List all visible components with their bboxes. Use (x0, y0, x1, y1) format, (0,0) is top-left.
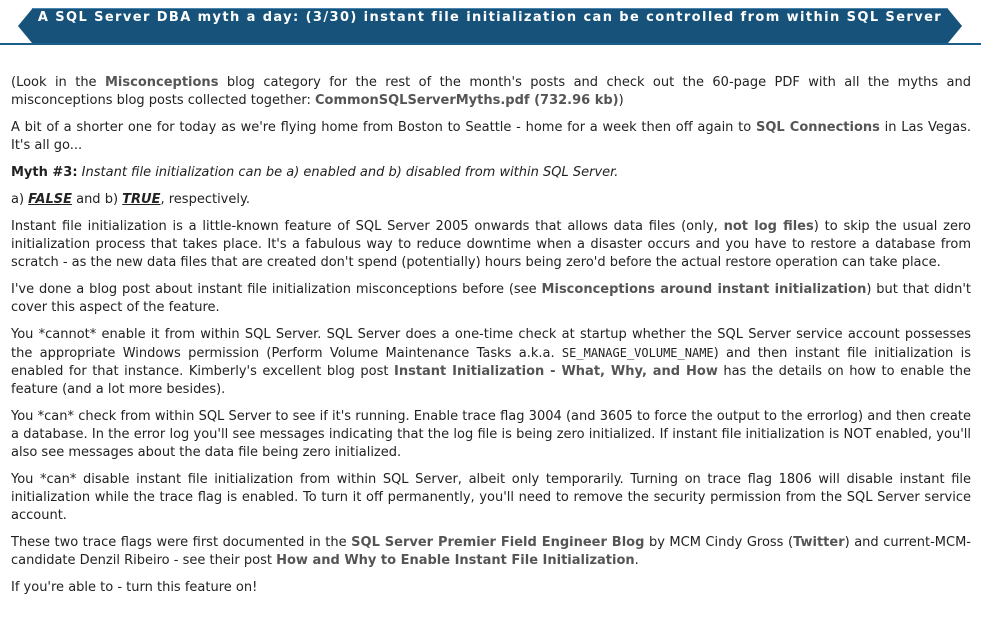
post-body (11, 74, 971, 606)
paragraph-travel (11, 119, 971, 155)
text: a) (11, 192, 29, 207)
paragraph-can-check: You *can* check from within SQL Server to see if it's running. Enable trace flag 3004 (and 3605 to force the output to the errorlog) and then create a database. In the error log you'll see messages indicating that the log file is being zero initialized. If instant file initialization is NOT enabled, you'll also see messages about the data file being zero initialized. (11, 409, 971, 460)
text: ) to skip the usual zero initialization process that takes place. It's a fabulous way to reduce downtime when a disaster occurs and you have to restore a database from scratch - as the new data files that are created don't spend (potentially) hours being zero'd before the actual restore operation can take place. (11, 219, 971, 270)
text: ) and current-MCM-candidate Denzil Ribeiro - see their post (11, 535, 971, 568)
text: has the details on how to enable the feature (and a lot more besides). (11, 364, 971, 397)
text: by MCM Cindy Gross ( (644, 535, 794, 550)
misconceptions-category-link[interactable]: Misconceptions (104, 75, 219, 90)
text: blog category for the rest of the month's posts and check out the 60-page PDF with all the myths and misconceptions blog posts collected together: (11, 75, 971, 108)
misconceptions-instant-init-link[interactable]: Misconceptions around instant initialization (541, 282, 867, 297)
how-and-why-link[interactable]: How and Why to Enable Instant File Initialization (276, 553, 635, 568)
paragraph-cannot-enable (11, 326, 971, 399)
text: These two trace flags were first documented in the (11, 535, 352, 550)
text: ) (618, 93, 624, 108)
verdict-false: FALSE (28, 192, 72, 207)
myths-pdf-link[interactable]: CommonSQLServerMyths.pdf (732.96 kb) (315, 93, 619, 108)
text: in Las Vegas. It's all go... (11, 120, 971, 153)
paragraph-closing: If you're able to - turn this feature on! (11, 580, 258, 595)
paragraph-can-disable: You *can* disable instant file initialization from within SQL Server, albeit only temporarily. Turning on trace flag 1806 will disable instant file initialization while the trace flag is enabled. To turn it off permanently, you'll need to remove the security permission from the SQL Server service account. (11, 472, 971, 523)
paragraph-trace-flags (11, 534, 971, 570)
verdict-true: TRUE (122, 192, 161, 207)
sql-connections-link[interactable]: SQL Connections (755, 120, 880, 135)
paragraph-intro (11, 74, 971, 110)
text: , respectively. (160, 192, 250, 207)
post-header (0, 0, 981, 44)
paragraph-myth (11, 164, 971, 182)
myth-statement: Instant file initialization can be a) enabled and b) disabled from within SQL Server. (77, 165, 619, 180)
pfe-blog-link[interactable]: SQL Server Premier Field Engineer Blog (351, 535, 645, 550)
text: and b) (71, 192, 123, 207)
text: You *cannot* enable it from within SQL Server. SQL Server does a one-time check at startup whether the SQL Server service account possesses the appropriate Windows permission (Perform Volume Maintenance Tasks a.k.a. (11, 327, 971, 361)
kimberly-blog-link[interactable]: Instant Initialization - What, Why, and How (393, 364, 718, 379)
post-title-bar (32, 8, 948, 44)
text: ) but that didn't cover this aspect of the feature. (11, 282, 972, 315)
text: I've done a blog post about instant file initialization misconceptions before (see (11, 282, 542, 297)
text: (Look in the (11, 75, 105, 90)
post-title: A SQL Server DBA myth a day: (3/30) instant file initialization can be controlled from within SQL Server (37, 10, 943, 25)
not-log-files-link[interactable]: not log files (723, 219, 814, 234)
twitter-link[interactable]: Twitter (793, 535, 845, 550)
text: Instant file initialization is a little-known feature of SQL Server 2005 onwards that allows data files (only, (11, 219, 724, 234)
myth-label: Myth #3: (11, 165, 78, 180)
permission-code: SE_MANAGE_VOLUME_NAME (561, 346, 714, 360)
text: A bit of a shorter one for today as we're flying home from Boston to Seattle - home for a week then off again to (11, 120, 756, 135)
text: ) and then instant file initialization is enabled for that instance. Kimberly's excellent blog post (11, 346, 971, 379)
paragraph-previous-post (11, 281, 971, 317)
header-divider (0, 43, 981, 45)
paragraph-explanation (11, 218, 971, 272)
text: . (634, 553, 639, 568)
paragraph-verdict (11, 191, 971, 209)
